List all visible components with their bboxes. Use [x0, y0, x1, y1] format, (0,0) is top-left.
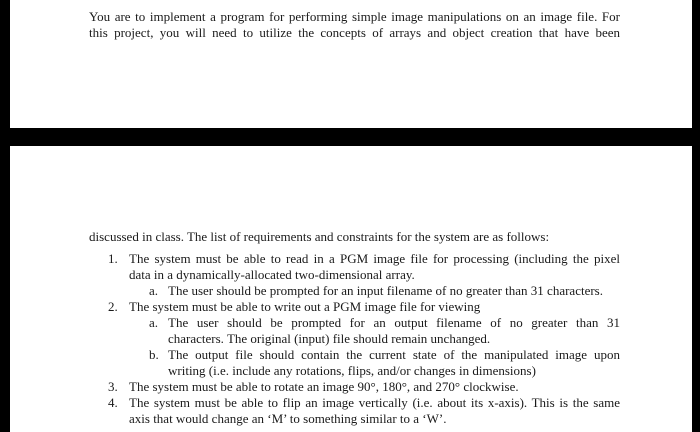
sublist-letter: a. [149, 283, 159, 298]
sublist-item-line: The output file should contain the current state of the manipulated image upon [168, 347, 620, 362]
paragraph-line: You are to implement a program for performing simple image manipulations on an image file. For [89, 9, 620, 24]
list-number: 4. [108, 395, 118, 410]
list-item-line: The system must be able to rotate an image 90°, 180°, and 270° clockwise. [129, 379, 519, 394]
list-item-line: data in a dynamically-allocated two-dimensional array. [129, 267, 415, 282]
document-page-bottom [10, 146, 692, 432]
sublist-item-line: writing (i.e. include any rotations, flips, and/or changes in dimensions) [168, 363, 536, 378]
sublist-letter: b. [149, 347, 159, 362]
intro-paragraph: discussed in class. The list of requirements and constraints for the system are as follows: [89, 229, 550, 244]
list-item-line: axis that would change an ‘M’ to something similar to a ‘W’. [129, 411, 447, 426]
list-number: 1. [108, 251, 118, 266]
list-item-line: The system must be able to write out a PGM image file for viewing [129, 299, 481, 314]
sublist-item-line: characters. The original (input) file should remain unchanged. [168, 331, 491, 346]
sublist-letter: a. [149, 315, 159, 330]
list-number: 2. [108, 299, 118, 314]
sublist-item-line: The user should be prompted for an output filename of no greater than 31 [168, 315, 620, 330]
list-number: 3. [108, 379, 118, 394]
list-item-line: The system must be able to flip an image vertically (i.e. about its x-axis). This is the same [129, 395, 620, 410]
list-item-line: The system must be able to read in a PGM image file for processing (including the pixel [129, 251, 620, 266]
document-page-top [10, 0, 692, 128]
sublist-item-line: The user should be prompted for an input filename of no greater than 31 characters. [168, 283, 603, 298]
paragraph-line: this project, you will need to utilize the concepts of arrays and object creation that have been [89, 25, 620, 40]
